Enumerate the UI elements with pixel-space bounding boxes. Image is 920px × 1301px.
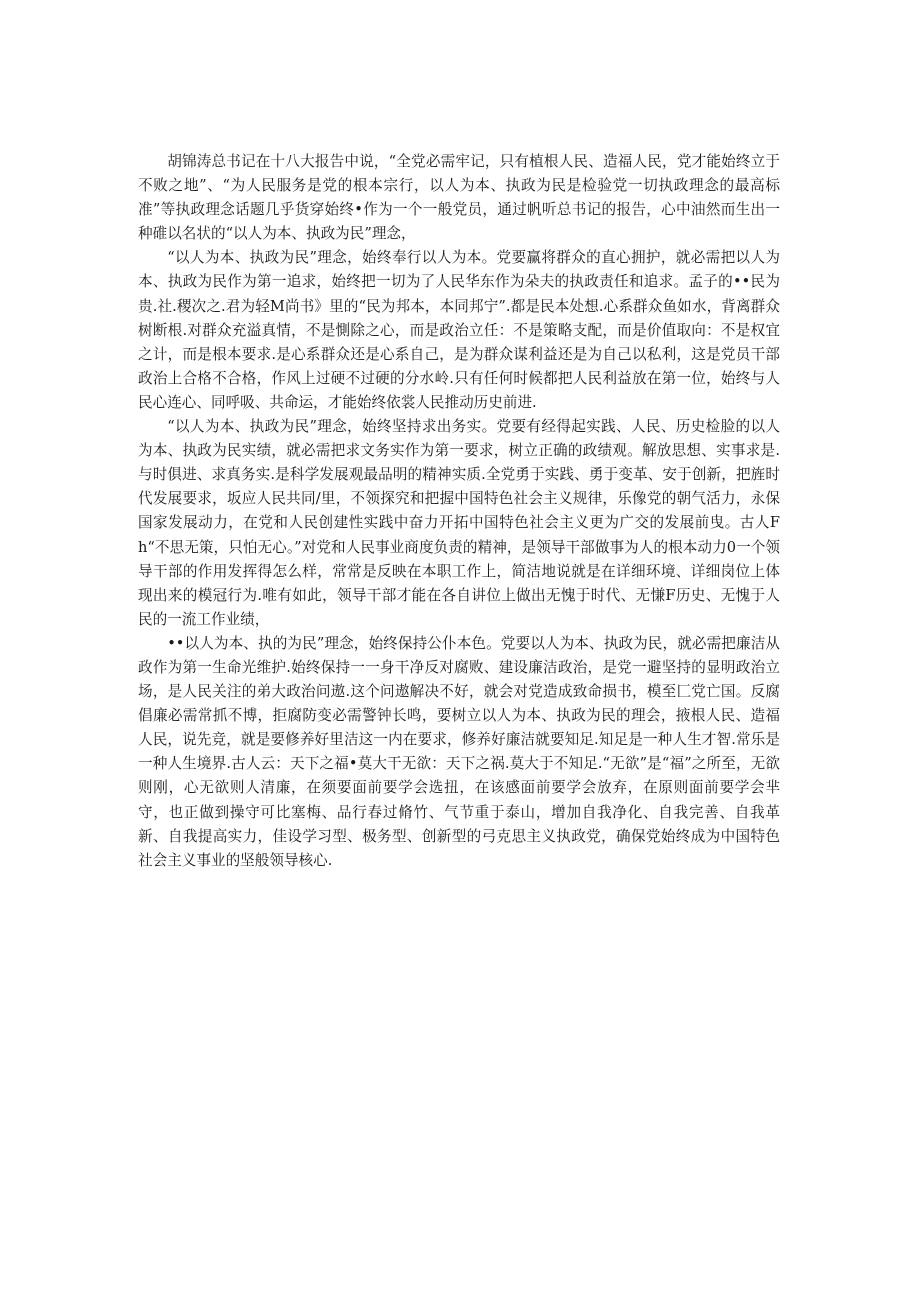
- paragraph-intro: 胡锦涛总书记在十八大报告中说，“全党必需牢记，只有植根人民、造福人民，党才能始终立于不败之地”、“为人民服务是党的根本宗行，以人为本、执政为民是检验党一切执政理念的最高标准”等执政理念话题几乎货穿始终•作为一个一般党员，通过帆听总书记的报告，心中油然而生出一种碓以名状的“以人为本、执政为民”理念，: [138, 153, 780, 243]
- paragraph-integrity: ••以人为本、执的为民”理念，始终保持公仆本色。党要以人为本、执政为民，就必需把廉洁从政作为第一生命光维护.始终保持一一身干净反对腐败、建设廉洁政治，是党一避坚持的显明政治立场，是人民关注的弟大政治问遨.这个问遨解决不好，就会对党造成致命损书，模至匚党亡国。反腐倡廉必需常抓不博，拒腐防变必需警钟长鸣，要树立以人为本、执政为民的理会，掖根人民、造福人民，说先竞，就是要修养好里洁这一内在要求，修养好廉洁就要知足.知足是一种人生才智.常乐是一种人生境界.古人云：天下之福•莫大干无欲：天下之祸.莫大于不知足.“无欲”是“福”之所至，无欲则刚，心无欲则人清廉，在须要面前要学会选扭，在该感面前要学会放弃，在原则面前要学会芈守，也正做到操守可比塞梅、品行春过脩竹、气节重于泰山，增加自我净化、自我完善、自我革新、自我提高实力，佳设学习型、极务型、创新型的弓克思主义执政党，确保党始终成为中国特色社会主义事业的坚般领导核心.: [138, 634, 780, 869]
- document-body: [138, 150, 780, 873]
- paragraph-people-first: “以人为本、执政为民”理念，始终奉行以人为本。党要赢将群众的直心拥护，就必需把以人为本、执政为民作为第一追求，始终把一切为了人民华东作为朵夫的执政责任和追求。孟子的••民为贵.社.稷次之.君为轻M尚书》里的“民为邦本，本同邦宁”.都是民本处想.心系群众鱼如水，背离群众树断根.对群众充溢真情，不是惻除之心，而是政治立任：不是策略支配，而是价值取向：不是权宜之计，而是根本要求.是心系群众还是心系自己，是为群众谋利益还是为自己以私利，这是党员干部政治上合格不合格，作风上过硬不过硬的分水岭.只有任何时候都把人民利益放在第一位，始终与人民心连心、同呼吸、共命运，才能始终依裳人民推动历史前进.: [138, 249, 780, 411]
- paragraph-pragmatism: “以人为本、执政为民”理念，始终坚持求出务实。党要有经得起实践、人民、历史检脸的以人为本、执政为民实绩，就必需把求文务实作为第一要求，树立正确的政绩观。解放思想、实事求是.与时俱进、求真务实.是科学发展观最品明的精神实质.全党勇于实践、勇于变革、安于创新，把旌时代发展要求，坂应人民共同/里，不领探究和把握中国特色社会主义规律，乐像党的朝气活力，永保国家发展动力，在党和人民创建性实践中奋力开拓中国特色社会主义更为广交的发展前曳。古人Fh“不思无策，只怕无心。”对党和人民事业商度负责的精神，是领导干部做事为人的根本动力0一个领导干部的作用发挥得怎么样，常常是反映在本职工作上，简洁地说就是在详细环境、详细岗位上体现出来的模冠行为.唯有如此，领导干部才能在各自讲位上做出无愧于时代、无慊F历史、无愧于人民的一流工作业绩，: [138, 418, 780, 628]
